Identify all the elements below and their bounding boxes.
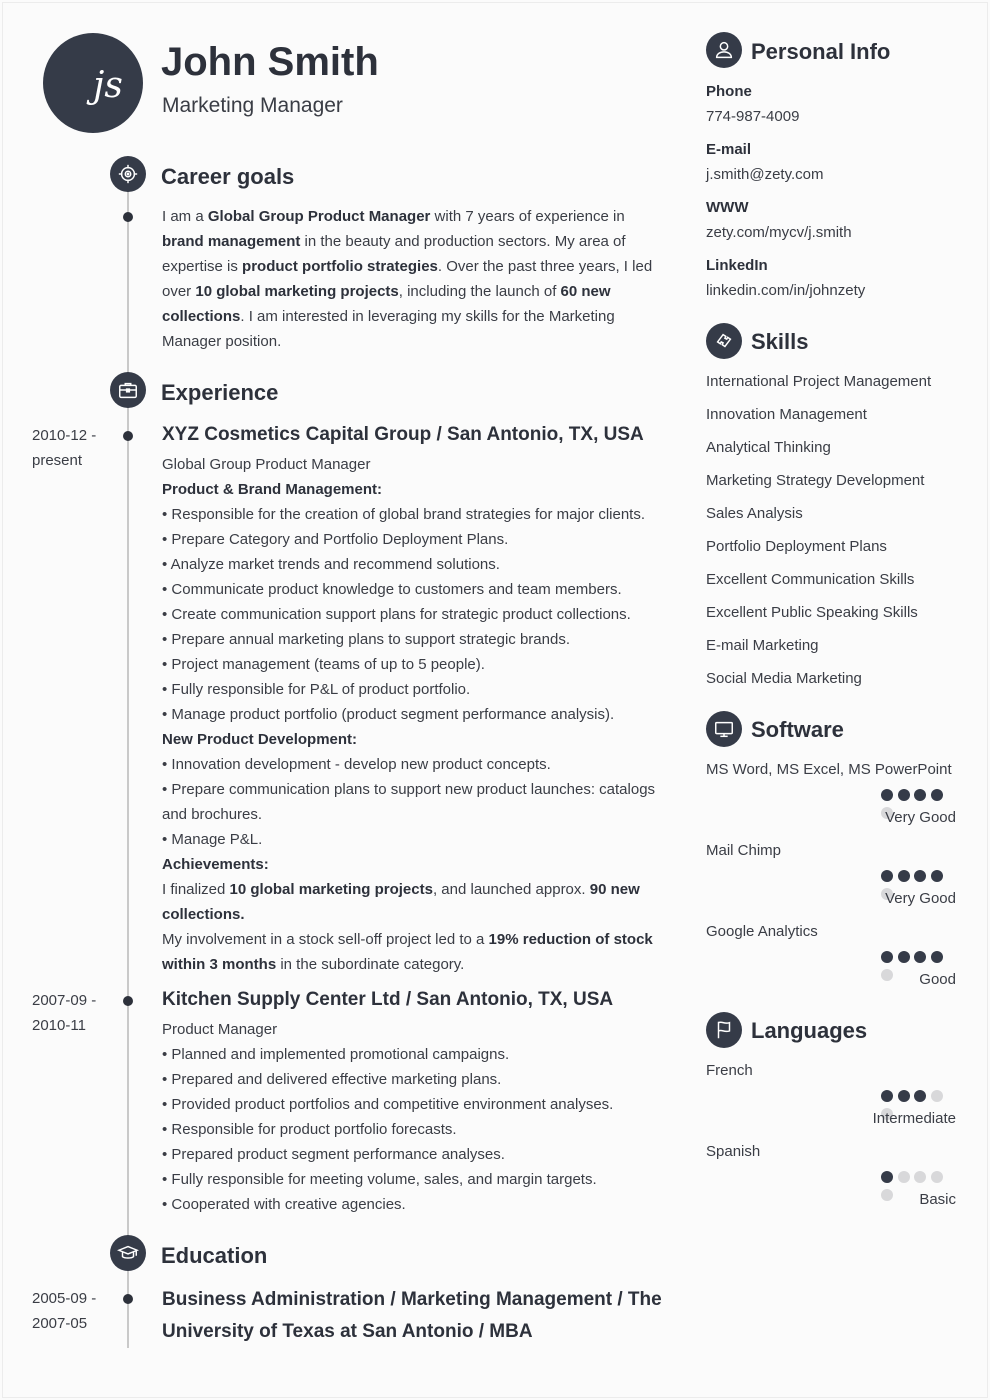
- job-line: • Create communication support plans for strategic product collections.: [162, 606, 631, 623]
- job-line: • Prepare Category and Portfolio Deployment Plans.: [162, 531, 509, 548]
- software-level: Very Good: [885, 809, 956, 826]
- skill-item: E-mail Marketing: [706, 637, 819, 654]
- job-line: • Responsible for the creation of global brand strategies for major clients.: [162, 506, 646, 523]
- rating-dot-filled: [898, 789, 910, 801]
- job-line: • Analyze market trends and recommend solutions.: [162, 556, 500, 573]
- software-level: Good: [919, 971, 956, 988]
- software-heading: Software: [751, 717, 844, 742]
- job-line: • Provided product portfolios and competitive environment analyses.: [162, 1096, 614, 1113]
- subsection-label: Achievements:: [162, 856, 269, 873]
- rating-dot-filled: [881, 1171, 893, 1183]
- rating-dot-filled: [881, 870, 893, 882]
- phone-label: Phone: [706, 83, 752, 100]
- timeline-dot: [123, 996, 133, 1006]
- personal-info-heading: Personal Info: [751, 39, 891, 64]
- target-icon: [110, 156, 146, 192]
- career-goals-heading: Career goals: [161, 164, 295, 189]
- education-date-to: 2007-05: [32, 1315, 88, 1332]
- rating-dot-filled: [931, 870, 943, 882]
- bold-text: product portfolio strategies: [242, 258, 438, 275]
- languages-heading: Languages: [751, 1018, 868, 1043]
- skill-item: Social Media Marketing: [706, 670, 862, 687]
- job-line: • Fully responsible for P&L of product portfolio.: [162, 681, 471, 698]
- skill-item: Sales Analysis: [706, 505, 803, 522]
- job-line: • Fully responsible for meeting volume, sales, and margin targets.: [162, 1171, 597, 1188]
- rating-dot-empty: [881, 969, 893, 981]
- software-name: Google Analytics: [706, 923, 818, 940]
- rating-dot-filled: [881, 1090, 893, 1102]
- bold-text: 10 global marketing projects: [229, 881, 433, 898]
- job-date-from: 2010-12 -: [32, 427, 97, 444]
- skill-item: Excellent Communication Skills: [706, 571, 915, 588]
- candidate-title: Marketing Manager: [162, 94, 343, 117]
- email-label: E-mail: [706, 141, 752, 158]
- job-date-to: 2010-11: [32, 1017, 86, 1034]
- software-rating: [881, 870, 963, 884]
- job-heading: XYZ Cosmetics Capital Group / San Antonio, TX, USA: [162, 424, 644, 445]
- monogram-text: js: [93, 64, 123, 106]
- job-line: • Responsible for product portfolio forecasts.: [162, 1121, 457, 1138]
- rating-dot-filled: [881, 789, 893, 801]
- job-line: • Prepared and delivered effective marketing plans.: [162, 1071, 502, 1088]
- rating-dot-filled: [931, 789, 943, 801]
- software-name: Mail Chimp: [706, 842, 782, 859]
- skills-heading: Skills: [751, 329, 809, 354]
- rating-dot-filled: [898, 1090, 910, 1102]
- language-rating: [881, 1090, 963, 1104]
- job-date-to: present: [32, 452, 83, 469]
- job-details: [162, 452, 667, 977]
- linkedin-value[interactable]: linkedin.com/in/johnzety: [706, 282, 866, 299]
- job-line: • Innovation development - develop new product concepts.: [162, 756, 551, 773]
- job-line: • Prepared product segment performance analyses.: [162, 1146, 505, 1163]
- education-heading-detail: Business Administration / Marketing Management / The University of Texas at San Antonio / MBA: [162, 1289, 662, 1342]
- job-line: • Manage product portfolio (product segment performance analysis).: [162, 706, 615, 723]
- job-date: [32, 988, 112, 1038]
- career-goals-text: I am a Global Group Product Manager with 7 years of experience in brand management in the beauty and production sectors. My area of expertise is product portfolio strategies. Over the past three years, I led over 10 global marketing projects, including the launch of 60 new collections. I am interested in leveraging my skills for the Marketing Manager position.: [162, 208, 653, 350]
- www-label: WWW: [706, 199, 749, 216]
- candidate-name: John Smith: [161, 40, 379, 84]
- subsection-label: Product & Brand Management:: [162, 481, 383, 498]
- rating-dot-filled: [881, 951, 893, 963]
- job-line: • Manage P&L.: [162, 831, 263, 848]
- software-name: MS Word, MS Excel, MS PowerPoint: [706, 761, 952, 778]
- language-level: Intermediate: [872, 1110, 956, 1127]
- job-line: • Planned and implemented promotional campaigns.: [162, 1046, 510, 1063]
- job-line: • Cooperated with creative agencies.: [162, 1196, 406, 1213]
- job-line: • Communicate product knowledge to customers and team members.: [162, 581, 622, 598]
- timeline-dot: [123, 212, 133, 222]
- job-line: I finalized 10 global marketing projects, and launched approx. 90 new collections.: [162, 881, 640, 923]
- job-line: • Project management (teams of up to 5 people).: [162, 656, 485, 673]
- experience-heading: Experience: [161, 380, 279, 405]
- job-line: • Prepare communication plans to support new product launches: catalogs and brochures.: [162, 781, 656, 823]
- software-rating: [881, 789, 963, 803]
- skill-item: Excellent Public Speaking Skills: [706, 604, 918, 621]
- rating-dot-empty: [914, 1171, 926, 1183]
- timeline-line: [127, 191, 129, 1348]
- graduation-cap-icon: [110, 1235, 146, 1271]
- user-icon: [706, 32, 742, 68]
- job-date: [32, 423, 112, 473]
- phone-value[interactable]: 774-987-4009: [706, 108, 800, 125]
- bold-text: 90 new collections.: [162, 881, 640, 923]
- education-date-from: 2005-09 -: [32, 1290, 97, 1307]
- job-line: My involvement in a stock sell-off project led to a 19% reduction of stock within 3 months in the subordinate category.: [162, 931, 653, 973]
- education-date: [32, 1286, 112, 1336]
- rating-dot-filled: [931, 951, 943, 963]
- skill-item: International Project Management: [706, 373, 932, 390]
- rating-dot-filled: [914, 1090, 926, 1102]
- bold-text: Global Group Product Manager: [207, 208, 431, 225]
- bold-text: 19% reduction of stock within 3 months: [162, 931, 653, 973]
- software-rating: [881, 951, 963, 965]
- rating-dot-filled: [898, 951, 910, 963]
- rating-dot-empty: [898, 1171, 910, 1183]
- education-heading: Education: [161, 1243, 268, 1268]
- bold-text: 60 new collections: [162, 283, 611, 325]
- language-level: Basic: [919, 1191, 956, 1208]
- rating-dot-empty: [881, 1189, 893, 1201]
- briefcase-icon: [110, 372, 146, 408]
- job-details: [162, 1017, 667, 1217]
- flag-icon: [706, 1012, 742, 1048]
- job-heading: Kitchen Supply Center Ltd / San Antonio, TX, USA: [162, 989, 614, 1010]
- language-rating: [881, 1171, 963, 1185]
- skill-item: Innovation Management: [706, 406, 867, 423]
- language-name: French: [706, 1062, 753, 1079]
- job-line: Product Manager: [162, 1021, 278, 1038]
- linkedin-label: LinkedIn: [706, 257, 768, 274]
- job-line: Global Group Product Manager: [162, 456, 371, 473]
- rating-dot-empty: [931, 1090, 943, 1102]
- puzzle-icon: [706, 323, 742, 359]
- rating-dot-filled: [914, 789, 926, 801]
- rating-dot-filled: [914, 870, 926, 882]
- job-date-from: 2007-09 -: [32, 992, 97, 1009]
- resume-page: [2, 2, 988, 1398]
- bold-text: brand management: [162, 233, 301, 250]
- timeline-dot: [123, 1294, 133, 1304]
- bold-text: 10 global marketing projects: [195, 283, 399, 300]
- rating-dot-empty: [931, 1171, 943, 1183]
- job-line: • Prepare annual marketing plans to support strategic brands.: [162, 631, 570, 648]
- monitor-icon: [706, 711, 742, 747]
- skill-item: Portfolio Deployment Plans: [706, 538, 887, 555]
- rating-dot-filled: [914, 951, 926, 963]
- rating-dot-filled: [898, 870, 910, 882]
- skill-item: Marketing Strategy Development: [706, 472, 925, 489]
- skill-item: Analytical Thinking: [706, 439, 831, 456]
- subsection-label: New Product Development:: [162, 731, 358, 748]
- email-value[interactable]: j.smith@zety.com: [706, 166, 824, 183]
- monogram-avatar: [43, 33, 143, 133]
- timeline-dot: [123, 431, 133, 441]
- software-level: Very Good: [885, 890, 956, 907]
- www-value[interactable]: zety.com/mycv/j.smith: [706, 224, 852, 241]
- language-name: Spanish: [706, 1143, 761, 1160]
